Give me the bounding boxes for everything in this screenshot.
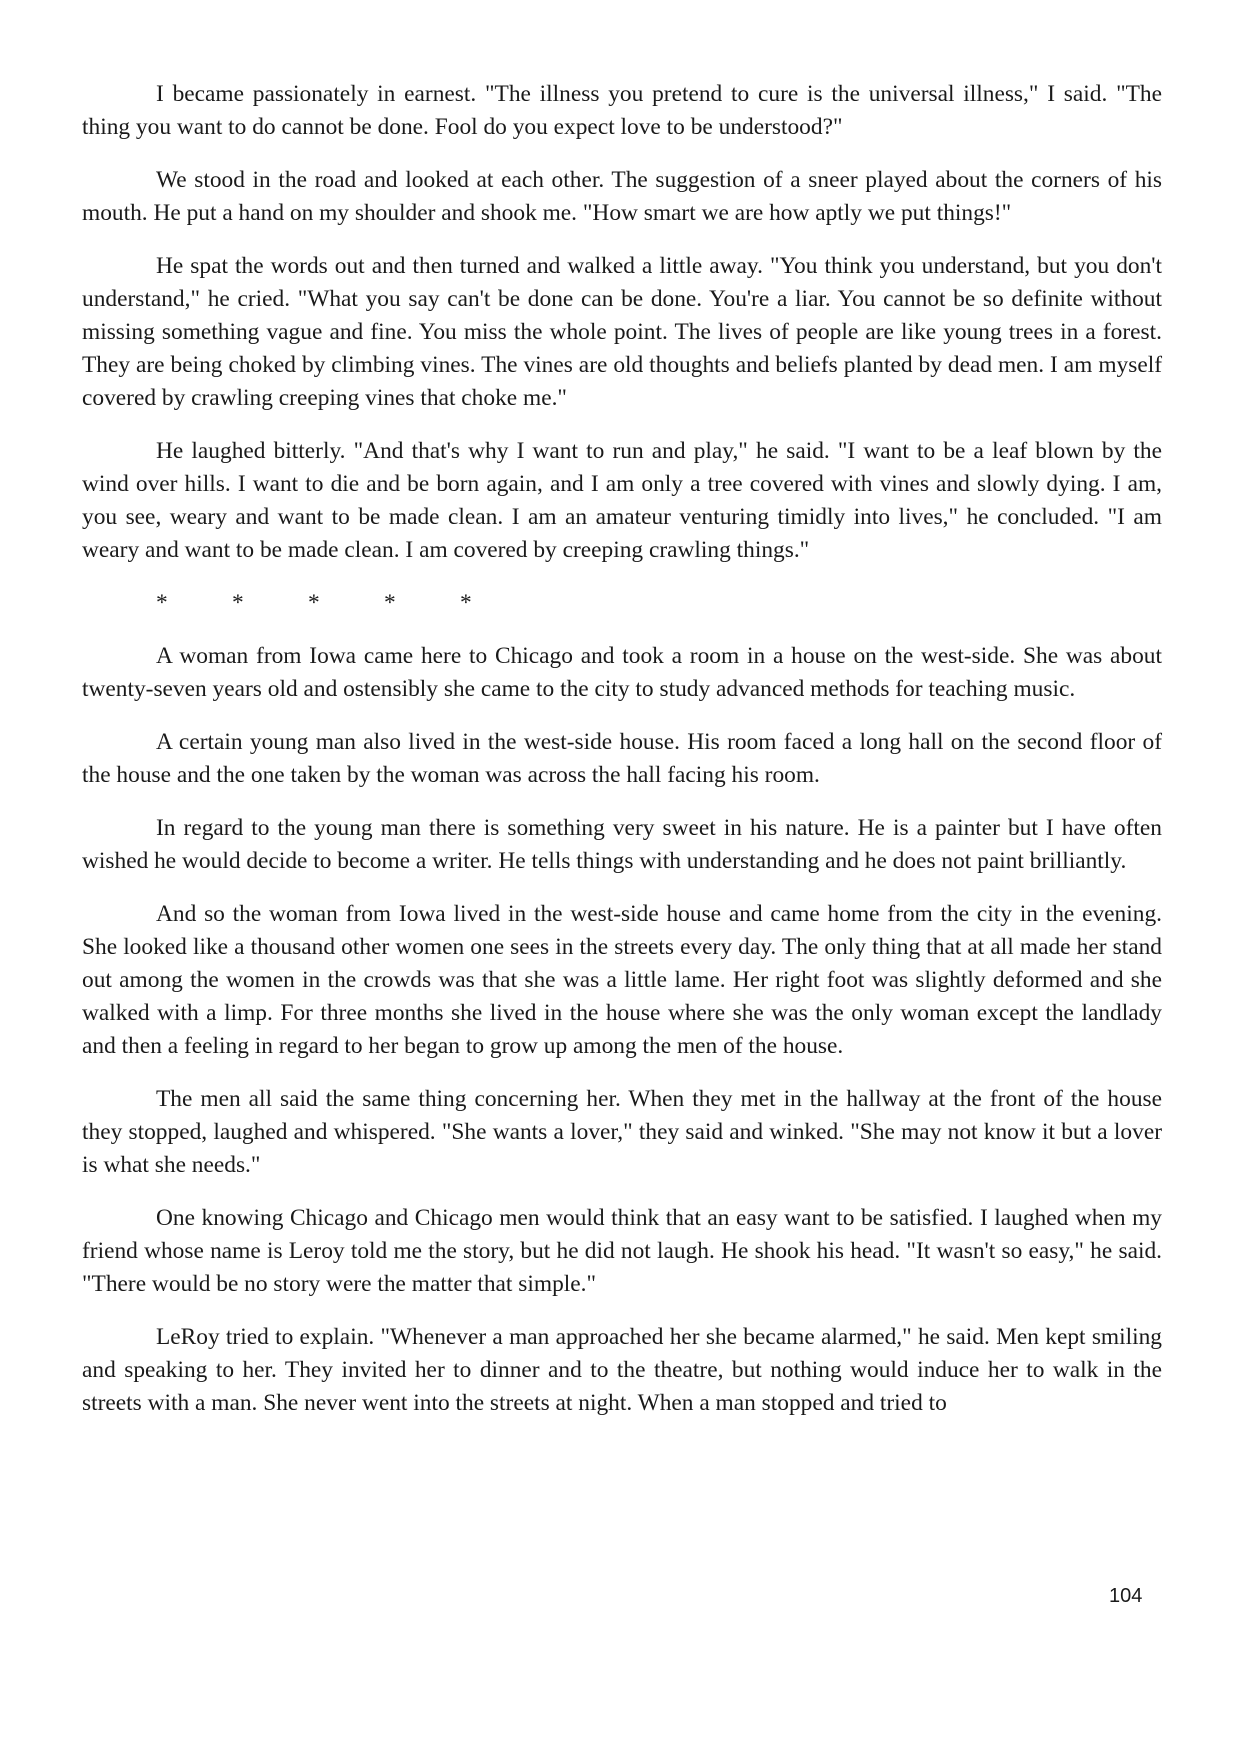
- separator-asterisk: *: [156, 590, 168, 616]
- paragraph: LeRoy tried to explain. "Whenever a man approached her she became alarmed," he said. Men kept smiling and speaking to her. They invited her to dinner and to the theatre, but nothing would induce her to walk in the streets with a man. She never went into the streets at night. When a man stopped and tried to: [82, 1324, 1162, 1416]
- paragraph: He spat the words out and then turned and walked a little away. "You think you understand, but you don't understand," he cried. "What you say can't be done can be done. You're a liar. You cannot be so definite without missing something vague and fine. You miss the whole point. The lives of people are like young trees in a forest. They are being choked by climbing vines. The vines are old thoughts and beliefs planted by dead men. I am myself covered by crawling creeping vines that choke me.": [82, 253, 1162, 411]
- paragraph: He laughed bitterly. "And that's why I want to run and play," he said. "I want to be a leaf blown by the wind over hills. I want to die and be born again, and I am only a tree covered with vines and slowly dying. I am, you see, weary and want to be made clean. I am an amateur venturing timidly into lives," he concluded. "I am weary and want to be made clean. I am covered by creeping crawling things.": [82, 438, 1162, 563]
- paragraph: We stood in the road and looked at each other. The suggestion of a sneer played about the corners of his mouth. He put a hand on my shoulder and shook me. "How smart we are how aptly we put things!": [82, 167, 1162, 226]
- separator-asterisk: *: [308, 590, 320, 616]
- page-body: [82, 78, 1162, 1440]
- paragraph: In regard to the young man there is something very sweet in his nature. He is a painter but I have often wished he would decide to become a writer. He tells things with understanding and he does not paint brilliantly.: [82, 815, 1162, 874]
- paragraph: I became passionately in earnest. "The illness you pretend to cure is the universal illness," I said. "The thing you want to do cannot be done. Fool do you expect love to be understood?": [82, 81, 1162, 140]
- paragraph: A woman from Iowa came here to Chicago and took a room in a house on the west-side. She was about twenty-seven years old and ostensibly she came to the city to study advanced methods for teaching music.: [82, 643, 1162, 702]
- page-number: 104: [1109, 1585, 1143, 1607]
- paragraph: And so the woman from Iowa lived in the west-side house and came home from the city in the evening. She looked like a thousand other women one sees in the streets every day. The only thing that at all made her stand out among the women in the crowds was that she was a little lame. Her right foot was slightly deformed and she walked with a limp. For three months she lived in the house where she was the only woman except the landlady and then a feeling in regard to her began to grow up among the men of the house.: [82, 901, 1162, 1059]
- separator-asterisk: *: [460, 590, 472, 616]
- section-separator: [82, 587, 1162, 620]
- separator-asterisk: *: [232, 590, 244, 616]
- paragraph: One knowing Chicago and Chicago men would think that an easy want to be satisfied. I laughed when my friend whose name is Leroy told me the story, but he did not laugh. He shook his head. "It wasn't so easy," he said. "There would be no story were the matter that simple.": [82, 1205, 1162, 1297]
- separator-asterisk: *: [384, 590, 396, 616]
- paragraph: A certain young man also lived in the west-side house. His room faced a long hall on the second floor of the house and the one taken by the woman was across the hall facing his room.: [82, 729, 1162, 788]
- paragraph: The men all said the same thing concerning her. When they met in the hallway at the front of the house they stopped, laughed and whispered. "She wants a lover," they said and winked. "She may not know it but a lover is what she needs.": [82, 1086, 1162, 1178]
